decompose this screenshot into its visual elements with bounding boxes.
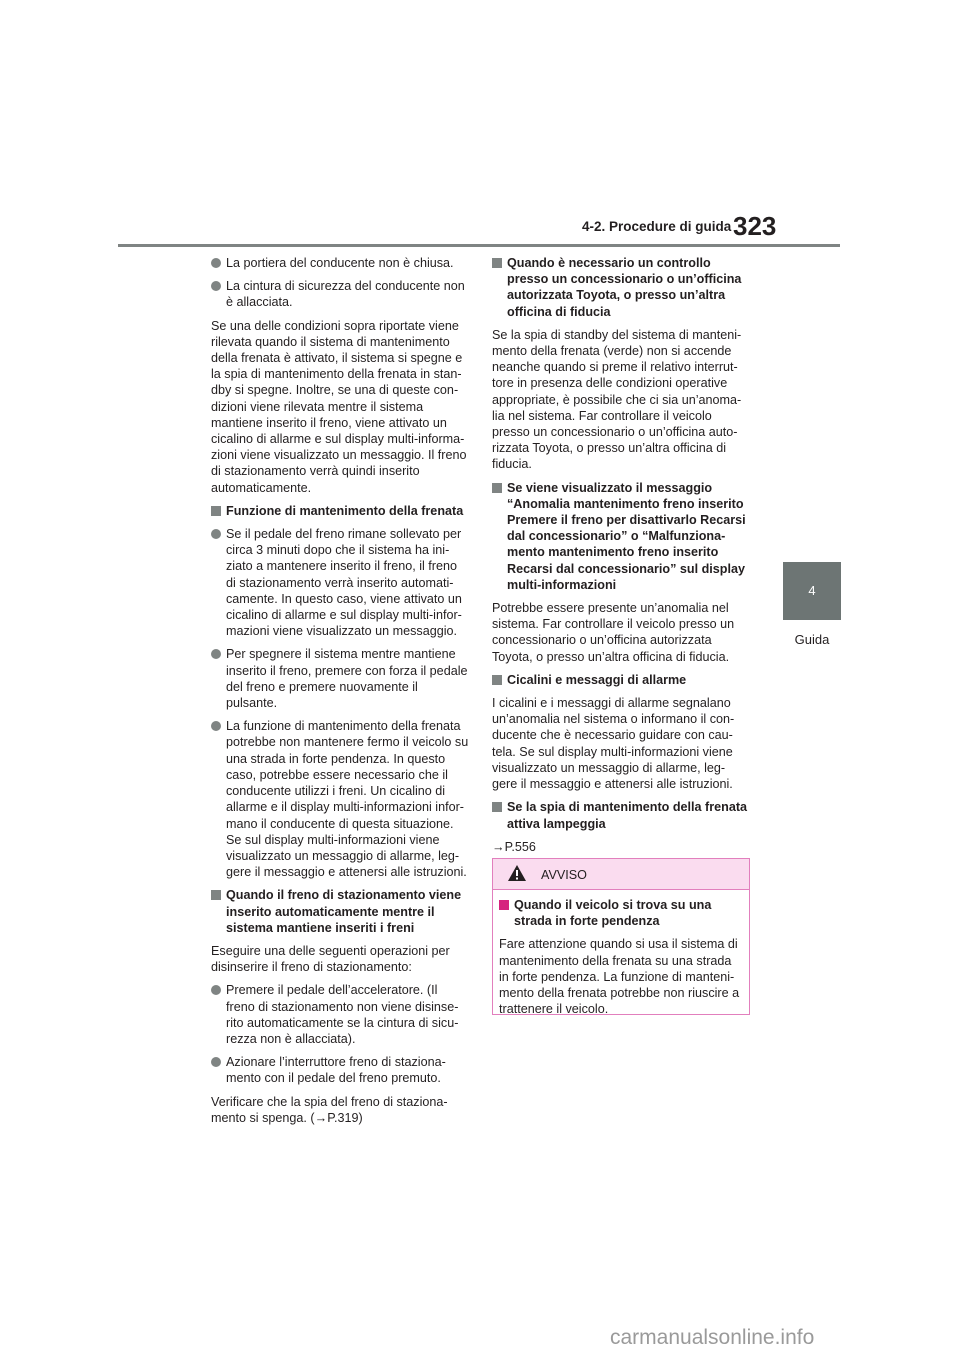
chapter-tab[interactable]: 4 xyxy=(783,562,841,620)
paragraph: Se la spia di standby del sistema di manteni-mento della frenata (verde) non si accende neanche quando si preme il relativo interrut-tore in presenza delle condizioni operative appropriate, è possibile che ci sia un’anoma-lia nel sistema. Far controllare il veicolo presso un concessionario o un’officina auto-rizzata Toyota, o presso un’altra officina di fiducia. xyxy=(492,327,742,472)
list-item: La funzione di mantenimento della frenata potrebbe non mantenere fermo il veicolo su una strada in forte pendenza. In questo caso, potrebbe essere necessario che il conducente utilizzi i freni. Un cicalino di allarme e il display multi-informazioni infor-mano il conducente di questa situazione. Se sul display multi-informazioni viene visualizzato un messaggio di allarme, leg-gere il messaggio e attenersi alle istruzioni. xyxy=(211,718,469,880)
paragraph: Potrebbe essere presente un’anomalia nel sistema. Far controllare il veicolo presso un concessionario o un’officina autorizzata Toyota, o presso un’altra officina di fiducia. xyxy=(492,601,735,664)
warning-header xyxy=(493,859,749,890)
paragraph: Verificare che la spia del freno di staziona-mento si spenga. (→P.319) xyxy=(211,1094,448,1125)
square-bullet-icon xyxy=(492,802,502,812)
list-item: Per spegnere il sistema mentre mantiene inserito il freno, premere con forza il pedale del freno e premere nuovamente il pulsante. xyxy=(211,646,469,711)
page-number: 323 xyxy=(733,211,777,241)
paragraph: Eseguire una delle seguenti operazioni per disinserire il freno di stazionamento: xyxy=(211,943,450,975)
bullet-dot-icon xyxy=(211,1057,221,1067)
warning-text: Fare attenzione quando si usa il sistema di mantenimento della frenata su una strada in forte pendenza. La funzione di manteni-mento della frenata potrebbe non riuscire a trattenere il veicolo. xyxy=(499,937,740,1017)
chapter-label: Guida xyxy=(794,632,830,647)
square-bullet-icon xyxy=(211,890,221,900)
section-heading: Quando è necessario un controllo presso un concessionario o un’officina autorizzata Toyota, o presso un’altra officina di fiducia xyxy=(492,255,750,320)
warning-box xyxy=(492,858,750,1015)
warning-heading: Quando il veicolo si trova su una strada in forte pendenza xyxy=(499,897,743,929)
bullet-dot-icon xyxy=(211,985,221,995)
bullet-dot-icon xyxy=(211,281,221,291)
header-divider xyxy=(118,244,840,247)
right-column xyxy=(492,255,750,862)
section-heading: Se viene visualizzato il messaggio “Anomalia mantenimento freno inserito Premere il freno per disattivarlo Recarsi dal concessionario” o “Malfunziona-mento mantenimento freno inserito Recarsi dal concessionario” sul display multi-informazioni xyxy=(492,480,750,593)
bullet-dot-icon xyxy=(211,649,221,659)
watermark: carmanualsonline.info xyxy=(610,1326,815,1349)
section-heading: Cicalini e messaggi di allarme xyxy=(492,672,750,688)
page-reference-link[interactable]: →P.556 xyxy=(492,839,536,854)
list-item: La portiera del conducente non è chiusa. xyxy=(211,255,469,271)
square-bullet-icon xyxy=(492,258,502,268)
list-item: Azionare l’interruttore freno di staziona-mento con il pedale del freno premuto. xyxy=(211,1054,469,1086)
warning-triangle-icon xyxy=(507,864,527,882)
square-bullet-icon xyxy=(499,900,509,910)
list-item: La cintura di sicurezza del conducente non è allacciata. xyxy=(211,278,469,310)
paragraph: I cicalini e i messaggi di allarme segnalano un’anomalia nel sistema o informano il con-ducente che è necessario guidare con cau-tela. Se sul display multi-informazioni viene visualizzato un messaggio di allarme, leg-gere il messaggio e attenersi alle istruzioni. xyxy=(492,696,735,792)
bullet-dot-icon xyxy=(211,721,221,731)
list-item: Premere il pedale dell’acceleratore. (Il freno di stazionamento non viene disinse-rito automaticamente se la cintura di sicu-rezza non è allacciata). xyxy=(211,982,469,1047)
section-heading: Quando il freno di stazionamento viene inserito automaticamente mentre il sistema mantiene inseriti i freni xyxy=(211,887,469,936)
bullet-dot-icon xyxy=(211,258,221,268)
paragraph: Se una delle condizioni sopra riportate viene rilevata quando il sistema di mantenimento della frenata è attivato, il sistema si spegne e la spia di mantenimento della frenata in stan-dby si spegne. Inoltre, se una di queste con-dizioni viene rilevata mentre il sistema mantiene inserito il freno, viene attivato un cicalino di allarme e sul display multi-informa-zioni viene visualizzato un messaggio. Il freno di stazionamento verrà quindi inserito automaticamente. xyxy=(211,318,467,495)
list-item: Se il pedale del freno rimane sollevato per circa 3 minuti dopo che il sistema ha ini-ziato a mantenere inserito il freno, il freno di stazionamento verrà inserito automati-camente. In questo caso, viene attivato un cicalino di allarme e sul display multi-infor-mazioni viene visualizzato un messaggio. xyxy=(211,526,469,639)
bullet-dot-icon xyxy=(211,529,221,539)
square-bullet-icon xyxy=(492,675,502,685)
square-bullet-icon xyxy=(211,506,221,516)
warning-title: AVVISO xyxy=(541,868,587,882)
section-title: 4-2. Procedure di guida xyxy=(582,219,732,234)
section-heading: Funzione di mantenimento della frenata xyxy=(211,503,469,519)
square-bullet-icon xyxy=(492,483,502,493)
warning-body xyxy=(493,890,749,1017)
left-column xyxy=(211,255,469,1133)
section-heading: Se la spia di mantenimento della frenata attiva lampeggia xyxy=(492,799,750,831)
